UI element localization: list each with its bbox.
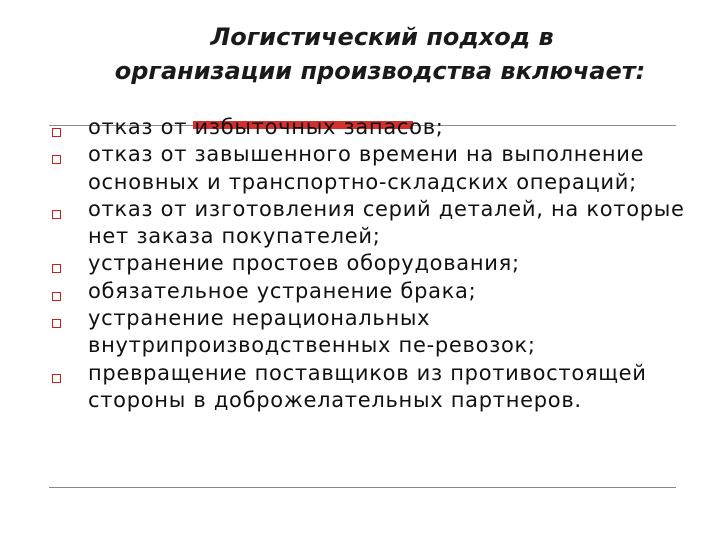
bullet-text: устранение простоев оборудования; bbox=[88, 251, 520, 276]
bullet-item bbox=[0, 360, 720, 415]
hollow-square-icon bbox=[52, 264, 61, 273]
bullet-text: устранение нерациональных внутрипроизводственных пе-ревозок; bbox=[88, 306, 536, 358]
bullet-item bbox=[0, 196, 720, 251]
hollow-square-icon bbox=[52, 128, 61, 137]
bullet-text: отказ от завышенного времени на выполнение основных и транспортно-складских операций; bbox=[88, 142, 645, 194]
bullet-text: отказ от изготовления серий деталей, на которые нет заказа покупателей; bbox=[88, 196, 685, 249]
hollow-square-icon bbox=[52, 319, 61, 328]
slide-title bbox=[40, 20, 720, 88]
bullet-text: отказ от избыточных запасов; bbox=[88, 115, 444, 139]
bullet-item bbox=[0, 305, 720, 360]
hollow-square-icon bbox=[52, 374, 61, 383]
bullet-list bbox=[0, 114, 720, 414]
bottom-divider bbox=[49, 487, 676, 488]
hollow-square-icon bbox=[52, 155, 61, 164]
bullet-text: превращение поставщиков из противостоящей стороны в доброжелательных партнеров. bbox=[88, 360, 647, 412]
title-line-1: Логистический подход в bbox=[210, 23, 554, 51]
bullet-item bbox=[0, 250, 720, 277]
hollow-square-icon bbox=[52, 210, 61, 219]
title-line-2: организации производства включает: bbox=[114, 57, 646, 85]
bullet-item bbox=[0, 278, 720, 305]
bullet-item bbox=[0, 114, 720, 141]
bullet-text: обязательное устранение брака; bbox=[88, 278, 477, 303]
bullet-item bbox=[0, 141, 720, 196]
hollow-square-icon bbox=[52, 292, 61, 301]
